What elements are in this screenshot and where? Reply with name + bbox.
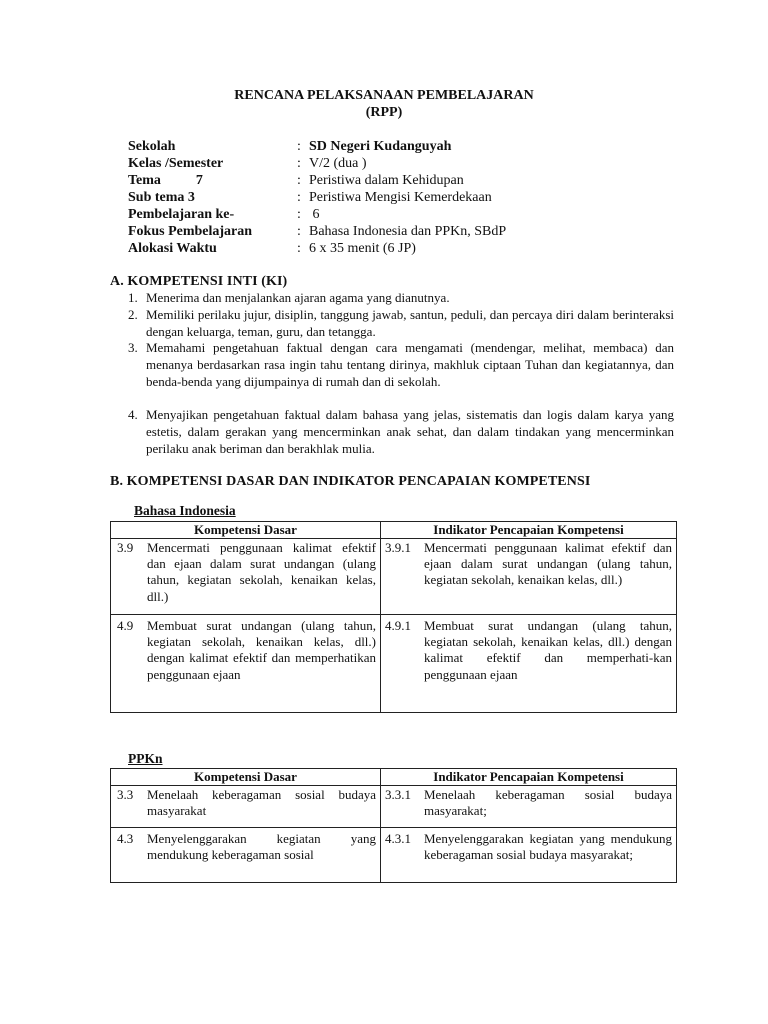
kd-number: 3.3 bbox=[117, 787, 134, 802]
table-cell bbox=[381, 786, 677, 828]
column-header: Indikator Pencapaian Kompetensi bbox=[381, 769, 677, 786]
list-item-number: 1. bbox=[128, 290, 138, 305]
table-row bbox=[111, 828, 677, 883]
table-cell bbox=[111, 539, 381, 615]
identity-colon: : bbox=[297, 139, 301, 154]
indicator-text: Mencermati penggunaan kalimat efektif dan ejaan dalam surat undangan (ulang tahun, kegiatan sekolah, kenaikan kelas, dll.) bbox=[424, 540, 672, 588]
kd-number: 4.3 bbox=[117, 831, 134, 846]
list-item bbox=[128, 290, 674, 307]
list-item-text: Menyajikan pengetahuan faktual dalam bahasa yang jelas, sistematis dan logis dalam karya yang estetis, dalam gerakan yang mencerminkan anak sehat, dan dalam tindakan yang mencerminkan perilaku anak beriman dan berakhlak mulia. bbox=[146, 407, 674, 456]
column-header: Kompetensi Dasar bbox=[111, 769, 381, 786]
ppkn-table bbox=[110, 768, 677, 883]
identity-value: 6 x 35 menit (6 JP) bbox=[309, 241, 416, 256]
identity-value: Peristiwa dalam Kehidupan bbox=[309, 173, 464, 188]
bahasa-indonesia-heading: Bahasa Indonesia bbox=[134, 503, 236, 518]
indicator-text: Membuat surat undangan (ulang tahun, kegiatan sekolah, kenaikan kelas, dll.) dengan kalimat efektif dan memperhati-kan penggunaan ejaan bbox=[424, 618, 672, 682]
identity-label: Tema 7 bbox=[128, 173, 203, 188]
table-cell bbox=[111, 828, 381, 883]
table-row bbox=[111, 615, 677, 713]
table-row bbox=[111, 786, 677, 828]
kd-number: 3.9 bbox=[117, 540, 134, 555]
table-cell bbox=[381, 828, 677, 883]
indicator-number: 3.9.1 bbox=[385, 540, 411, 555]
indicator-text: Menyelenggarakan kegiatan yang mendukung keberagaman sosial budaya masyarakat; bbox=[424, 831, 672, 863]
identity-label: Sub tema 3 bbox=[128, 190, 195, 205]
identity-label: Fokus Pembelajaran bbox=[128, 224, 253, 239]
document-title: RENCANA PELAKSANAAN PEMBELAJARAN bbox=[234, 88, 534, 103]
ppkn-heading: PPKn bbox=[128, 751, 163, 766]
identity-value: V/2 (dua ) bbox=[309, 156, 367, 171]
table-cell bbox=[381, 615, 677, 713]
identity-colon: : bbox=[297, 190, 301, 205]
indicator-number: 4.9.1 bbox=[385, 618, 411, 633]
table-row bbox=[111, 539, 677, 615]
indicator-number: 4.3.1 bbox=[385, 831, 411, 846]
identity-colon: : bbox=[297, 241, 301, 256]
list-item-number: 2. bbox=[128, 307, 138, 322]
identity-label: Pembelajaran ke- bbox=[128, 207, 235, 222]
indicator-text: Menelaah keberagaman sosial budaya masyarakat; bbox=[424, 787, 672, 819]
column-header: Kompetensi Dasar bbox=[111, 522, 381, 539]
identity-colon: : bbox=[297, 156, 301, 171]
identity-value: Peristiwa Mengisi Kemerdekaan bbox=[309, 190, 492, 205]
identity-colon: : bbox=[297, 207, 301, 222]
identity-value: Bahasa Indonesia dan PPKn, SBdP bbox=[309, 224, 507, 239]
list-item-text: Menerima dan menjalankan ajaran agama yang dianutnya. bbox=[146, 290, 450, 305]
identity-value: SD Negeri Kudanguyah bbox=[309, 139, 452, 154]
table-header-row bbox=[111, 769, 677, 786]
bahasa-indonesia-table bbox=[110, 521, 677, 713]
section-a-heading: A. KOMPETENSI INTI (KI) bbox=[110, 274, 288, 289]
list-item bbox=[128, 407, 674, 457]
identity-colon: : bbox=[297, 173, 301, 188]
identity-label: Alokasi Waktu bbox=[128, 241, 217, 256]
table-cell bbox=[111, 786, 381, 828]
document-subtitle: (RPP) bbox=[365, 105, 403, 120]
kd-text: Menelaah keberagaman sosial budaya masyarakat bbox=[147, 787, 376, 819]
list-item-number: 3. bbox=[128, 340, 138, 355]
identity-value: 6 bbox=[309, 207, 320, 222]
identity-label: Kelas /Semester bbox=[128, 156, 224, 171]
list-item-text: Memiliki perilaku jujur, disiplin, tanggung jawab, santun, peduli, dan percaya diri dalam berinteraksi dengan keluarga, teman, guru, dan tetangga. bbox=[146, 307, 674, 339]
kd-number: 4.9 bbox=[117, 618, 134, 633]
section-b-heading: B. KOMPETENSI DASAR DAN INDIKATOR PENCAPAIAN KOMPETENSI bbox=[110, 474, 591, 489]
kd-text: Mencermati penggunaan kalimat efektif dan ejaan dalam surat undangan (ulang tahun, kegiatan sekolah, kenaikan kelas, dll.) bbox=[147, 540, 376, 604]
identity-colon: : bbox=[297, 224, 301, 239]
kd-text: Menyelenggarakan kegiatan yang mendukung keberagaman sosial bbox=[147, 831, 376, 863]
table-cell bbox=[111, 615, 381, 713]
table-cell bbox=[381, 539, 677, 615]
identity-label: Sekolah bbox=[128, 139, 176, 154]
list-item bbox=[128, 307, 674, 341]
kd-text: Membuat surat undangan (ulang tahun, kegiatan sekolah, kenaikan kelas, dll.) dengan kalimat efektif dan memperhatikan penggunaan ejaan bbox=[147, 618, 376, 682]
list-item-text: Memahami pengetahuan faktual dengan cara mengamati (mendengar, melihat, membaca) dan menanya berdasarkan rasa ingin tahu tentang dirinya, makhluk ciptaan Tuhan dan kegiatannya, dan benda-benda yang dijumpainya di rumah dan di sekolah. bbox=[146, 340, 674, 389]
list-item bbox=[128, 340, 674, 390]
indicator-number: 3.3.1 bbox=[385, 787, 411, 802]
list-item-number: 4. bbox=[128, 407, 138, 422]
table-header-row bbox=[111, 522, 677, 539]
column-header: Indikator Pencapaian Kompetensi bbox=[381, 522, 677, 539]
